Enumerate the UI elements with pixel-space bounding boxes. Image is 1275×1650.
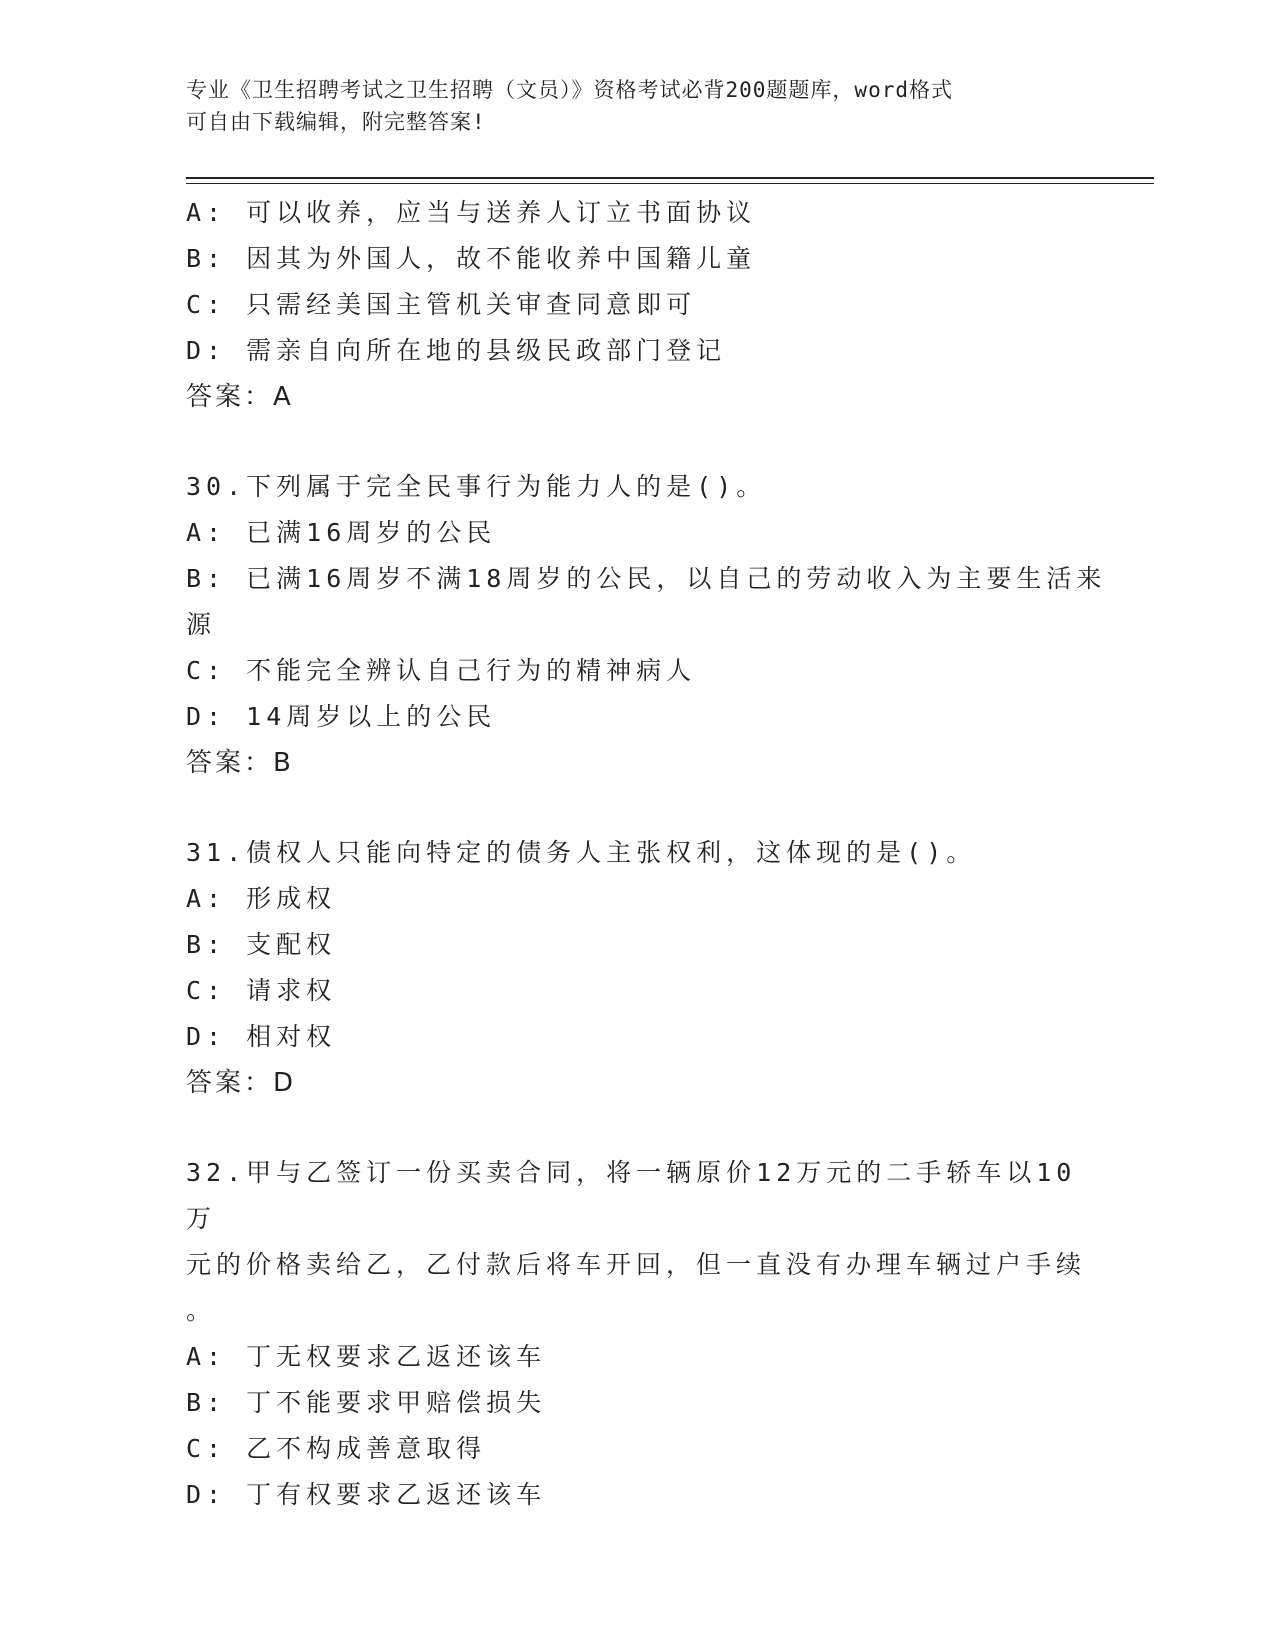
option-c: C: 乙不构成善意取得 [186, 1434, 487, 1463]
option-b: B: 支配权 [186, 930, 337, 959]
spacer [186, 1106, 1086, 1150]
option-a: A: 已满16周岁的公民 [186, 518, 497, 547]
document-header [186, 74, 1086, 138]
question-stem-line-3: 。 [186, 1296, 217, 1325]
question-31 [186, 830, 1086, 1106]
option-d: D: 相对权 [186, 1022, 337, 1051]
option-c: C: 不能完全辨认自己行为的精神病人 [186, 656, 697, 685]
header-title-line-1: 专业《卫生招聘考试之卫生招聘（文员）》资格考试必背200题题库，word格式 [186, 78, 953, 102]
spacer [186, 786, 1086, 830]
spacer [186, 420, 1086, 464]
answer-label: 答案：B [186, 748, 294, 778]
option-b: B: 因其为外国人，故不能收养中国籍儿童 [186, 244, 757, 273]
question-stem: 31.债权人只能向特定的债务人主张权利，这体现的是()。 [186, 838, 977, 867]
option-c: C: 请求权 [186, 976, 337, 1005]
answer-label: 答案：D [186, 1068, 297, 1098]
option-a: A: 形成权 [186, 884, 337, 913]
question-list [186, 190, 1107, 1518]
question-29 [186, 190, 1086, 420]
option-a: A: 丁无权要求乙返还该车 [186, 1342, 547, 1371]
option-a: A: 可以收养，应当与送养人订立书面协议 [186, 198, 757, 227]
header-divider-thin [186, 183, 1154, 184]
option-b: B: 丁不能要求甲赔偿损失 [186, 1388, 547, 1417]
option-d: D: 丁有权要求乙返还该车 [186, 1480, 547, 1509]
option-d: D: 14周岁以上的公民 [186, 702, 497, 731]
header-title-line-2: 可自由下载编辑，附完整答案! [186, 110, 486, 134]
question-stem-line-1: 32.甲与乙签订一份买卖合同，将一辆原价12万元的二手轿车以10万 [186, 1158, 1077, 1233]
question-30 [186, 464, 1107, 786]
question-stem: 30.下列属于完全民事行为能力人的是()。 [186, 472, 767, 501]
option-c: C: 只需经美国主管机关审查同意即可 [186, 290, 697, 319]
question-stem-line-2: 元的价格卖给乙，乙付款后将车开回，但一直没有办理车辆过户手续 [186, 1250, 1087, 1279]
header-divider-thick [186, 177, 1154, 179]
option-d: D: 需亲自向所在地的县级民政部门登记 [186, 336, 727, 365]
option-b: B: 已满16周岁不满18周岁的公民，以自己的劳动收入为主要生活来 [186, 564, 1107, 593]
option-b-continuation: 源 [186, 610, 217, 639]
question-32 [186, 1150, 1086, 1518]
answer-label: 答案：A [186, 382, 294, 412]
